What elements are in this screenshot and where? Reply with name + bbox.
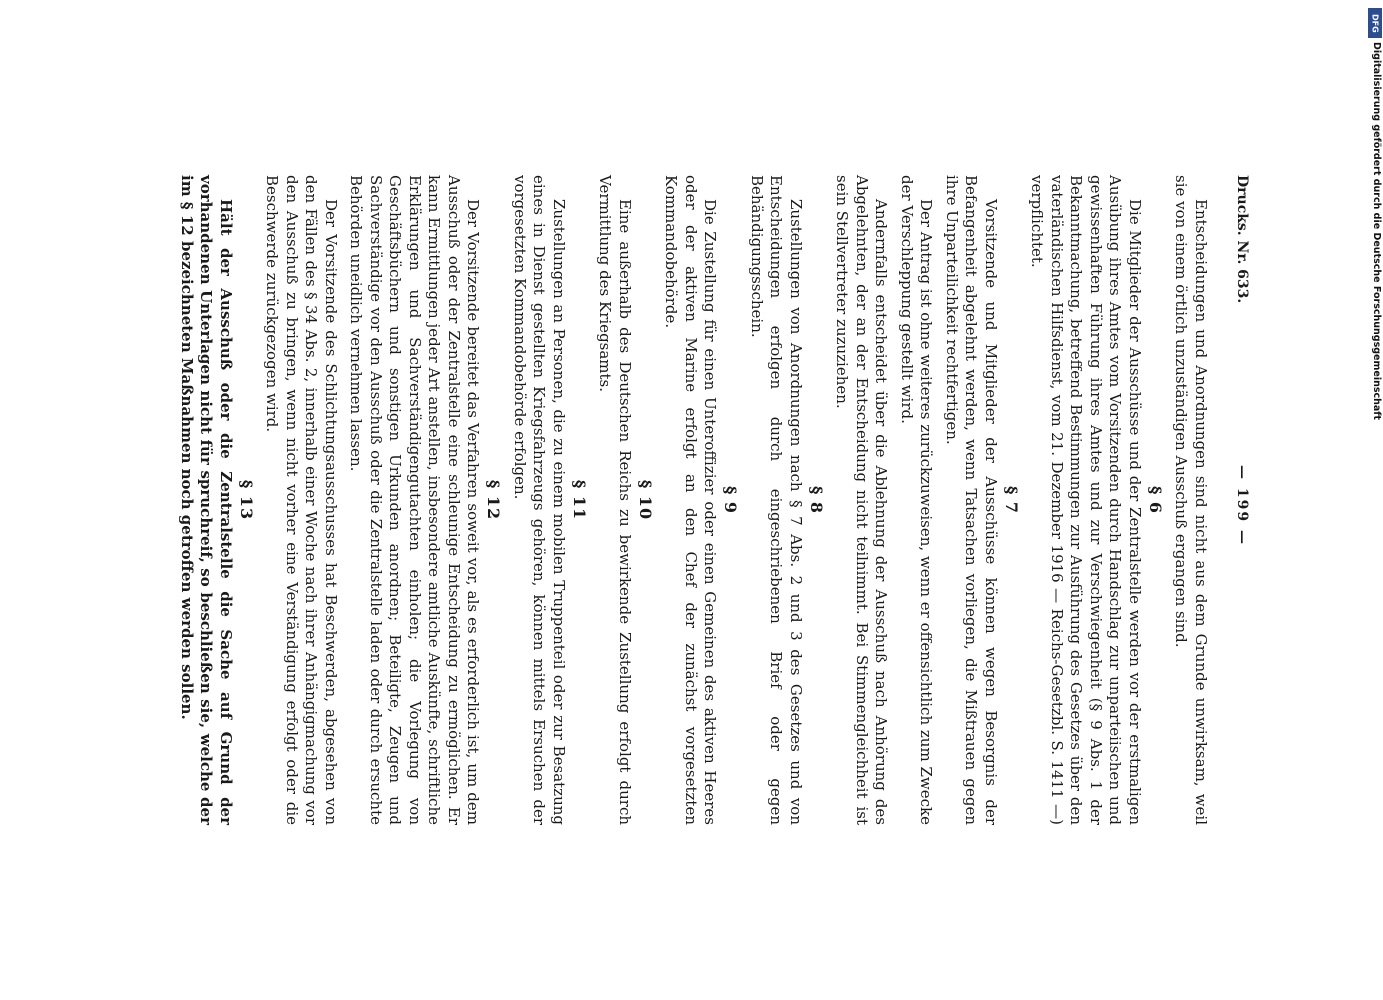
- section-title: § 6: [1146, 485, 1165, 515]
- paragraph: Der Vorsitzende bereitet das Verfahren soweit vor, als es erforderlich ist, um dem Ausschuß oder der Zentralstelle eine schleunige Entscheidung zu ermöglichen. Er kann Ermittlungen jeder Art anstellen, insbesondere amtliche Auskünfte, schriftliche Erklärungen und Sachverständigengutachten einholen; die Vorlegung von Geschäftsbüchern und sonstigen Urkunden anordnen; Beteiligte, Zeugen und Sachverständige vor den Ausschuß oder die Zentralstelle laden oder durch ersuchte Behörden uneidlich vernehmen lassen.: [347, 175, 483, 825]
- section-title: § 10: [636, 479, 655, 521]
- section-title: § 7: [1002, 485, 1021, 515]
- document-body: [171, 175, 1211, 825]
- section-title: § 8: [807, 485, 826, 515]
- section-9: [661, 175, 741, 825]
- section-11: [510, 175, 590, 825]
- digitization-credit: [1366, 8, 1383, 420]
- paragraph: Vorsitzende und Mitglieder der Ausschüsse können wegen Besorgnis der Befangenheit abgelehnt werden, wenn Tatsachen vorliegen, die Mißtrauen gegen ihre Unparteilichkeit rechtfertigen.: [943, 175, 1000, 825]
- section-8: [747, 175, 827, 825]
- paragraph: Zustellungen an Personen, die zu einem mobilen Truppenteil oder zur Besatzung eines in Dienst gestellten Kriegsfahrzeugs gehören, können mittels Ersuchen der vorgesetzten Kommandobehörde erfolgen.: [511, 175, 568, 825]
- paragraph: Der Antrag ist ohne weiteres zurückzuweisen, wenn er offensichtlich zum Zwecke der Verschleppung gestellt wird.: [898, 175, 936, 825]
- paragraph: Die Zustellung für einen Unteroffizier oder einen Gemeinen des aktiven Heeres oder der aktiven Marine erfolgt an den Chef der zunächst vorgesetzten Kommandobehörde.: [662, 175, 720, 825]
- section-title: § 13: [237, 479, 256, 521]
- paragraph: Zustellungen von Anordnungen nach § 7 Abs. 2 und 3 des Gesetzes und von Entscheidungen erfolgen durch eingeschriebenen Brief oder gegen Behändigungsschein.: [748, 175, 805, 825]
- credit-text: Digitalisierung gefördert durch die Deutsche Forschungsgemeinschaft: [1371, 42, 1382, 420]
- section-13: [177, 175, 257, 825]
- section-10: [595, 175, 655, 825]
- paragraph: Der Vorsitzende des Schlichtungsausschusses hat Beschwerden, abgesehen von den Fällen des § 34 Abs. 2, innerhalb einer Woche nach ihrer Anhängigmachung vor den Ausschuß zu bringen, wenn nicht vorher eine Verständigung erfolgt oder die Beschwerde zurückgezogen wird.: [263, 175, 340, 825]
- section-7: [832, 175, 1021, 825]
- section-12: [262, 175, 504, 825]
- paragraph: Entscheidungen und Anordnungen sind nicht aus dem Grunde unwirksam, weil sie von einem örtlich unzuständigen Ausschuß ergangen sind.: [1172, 175, 1210, 825]
- section-5-body: [1171, 175, 1210, 825]
- section-6: [1027, 175, 1165, 825]
- print-number: Drucks. Nr. 633.: [1234, 175, 1250, 304]
- rotated-page: [170, 175, 1250, 825]
- paragraph: Andernfalls entscheidet über die Ablehnung der Ausschuß nach Anhörung des Abgelehnten, der an der Entscheidung nicht teilnimmt. Bei Stimmengleichheit ist sein Stellvertreter zuzuziehen.: [833, 175, 891, 825]
- paragraph: Eine außerhalb des Deutschen Reichs zu bewirkende Zustellung erfolgt durch Vermittlung des Kriegsamts.: [596, 175, 634, 825]
- document-page: [170, 175, 1250, 825]
- paragraph: Die Mitglieder der Ausschüsse und der Zentralstelle werden vor der erstmaligen Ausübung ihres Amtes vom Vorsitzenden durch Handschlag zur unparteiischen und gewissenhaften Führung ihres Amtes und zur Verschwiegenheit (§ 9 Abs. 1 der Bekanntmachung, betreffend Bestimmungen zur Ausführung des Gesetzes über den vaterländischen Hilfsdienst, vom 21. Dezember 1916 — Reichs-Gesetzbl. S. 1411 —) verpflichtet.: [1028, 175, 1144, 825]
- page-number: — 199 —: [1234, 465, 1250, 546]
- section-title: § 9: [721, 485, 741, 515]
- paragraph: Hält der Ausschuß oder die Zentralstelle die Sache auf Grund der vorhandenen Unterlagen nicht für spruchreif, so beschließen sie, welche der im § 12 bezeichneten Maßnahmen noch getroffen werden sollen.: [178, 175, 235, 825]
- section-title: § 11: [570, 479, 589, 521]
- dfg-logo-icon: DFG: [1368, 8, 1382, 38]
- section-title: § 12: [484, 479, 504, 521]
- page-header: [1230, 175, 1250, 825]
